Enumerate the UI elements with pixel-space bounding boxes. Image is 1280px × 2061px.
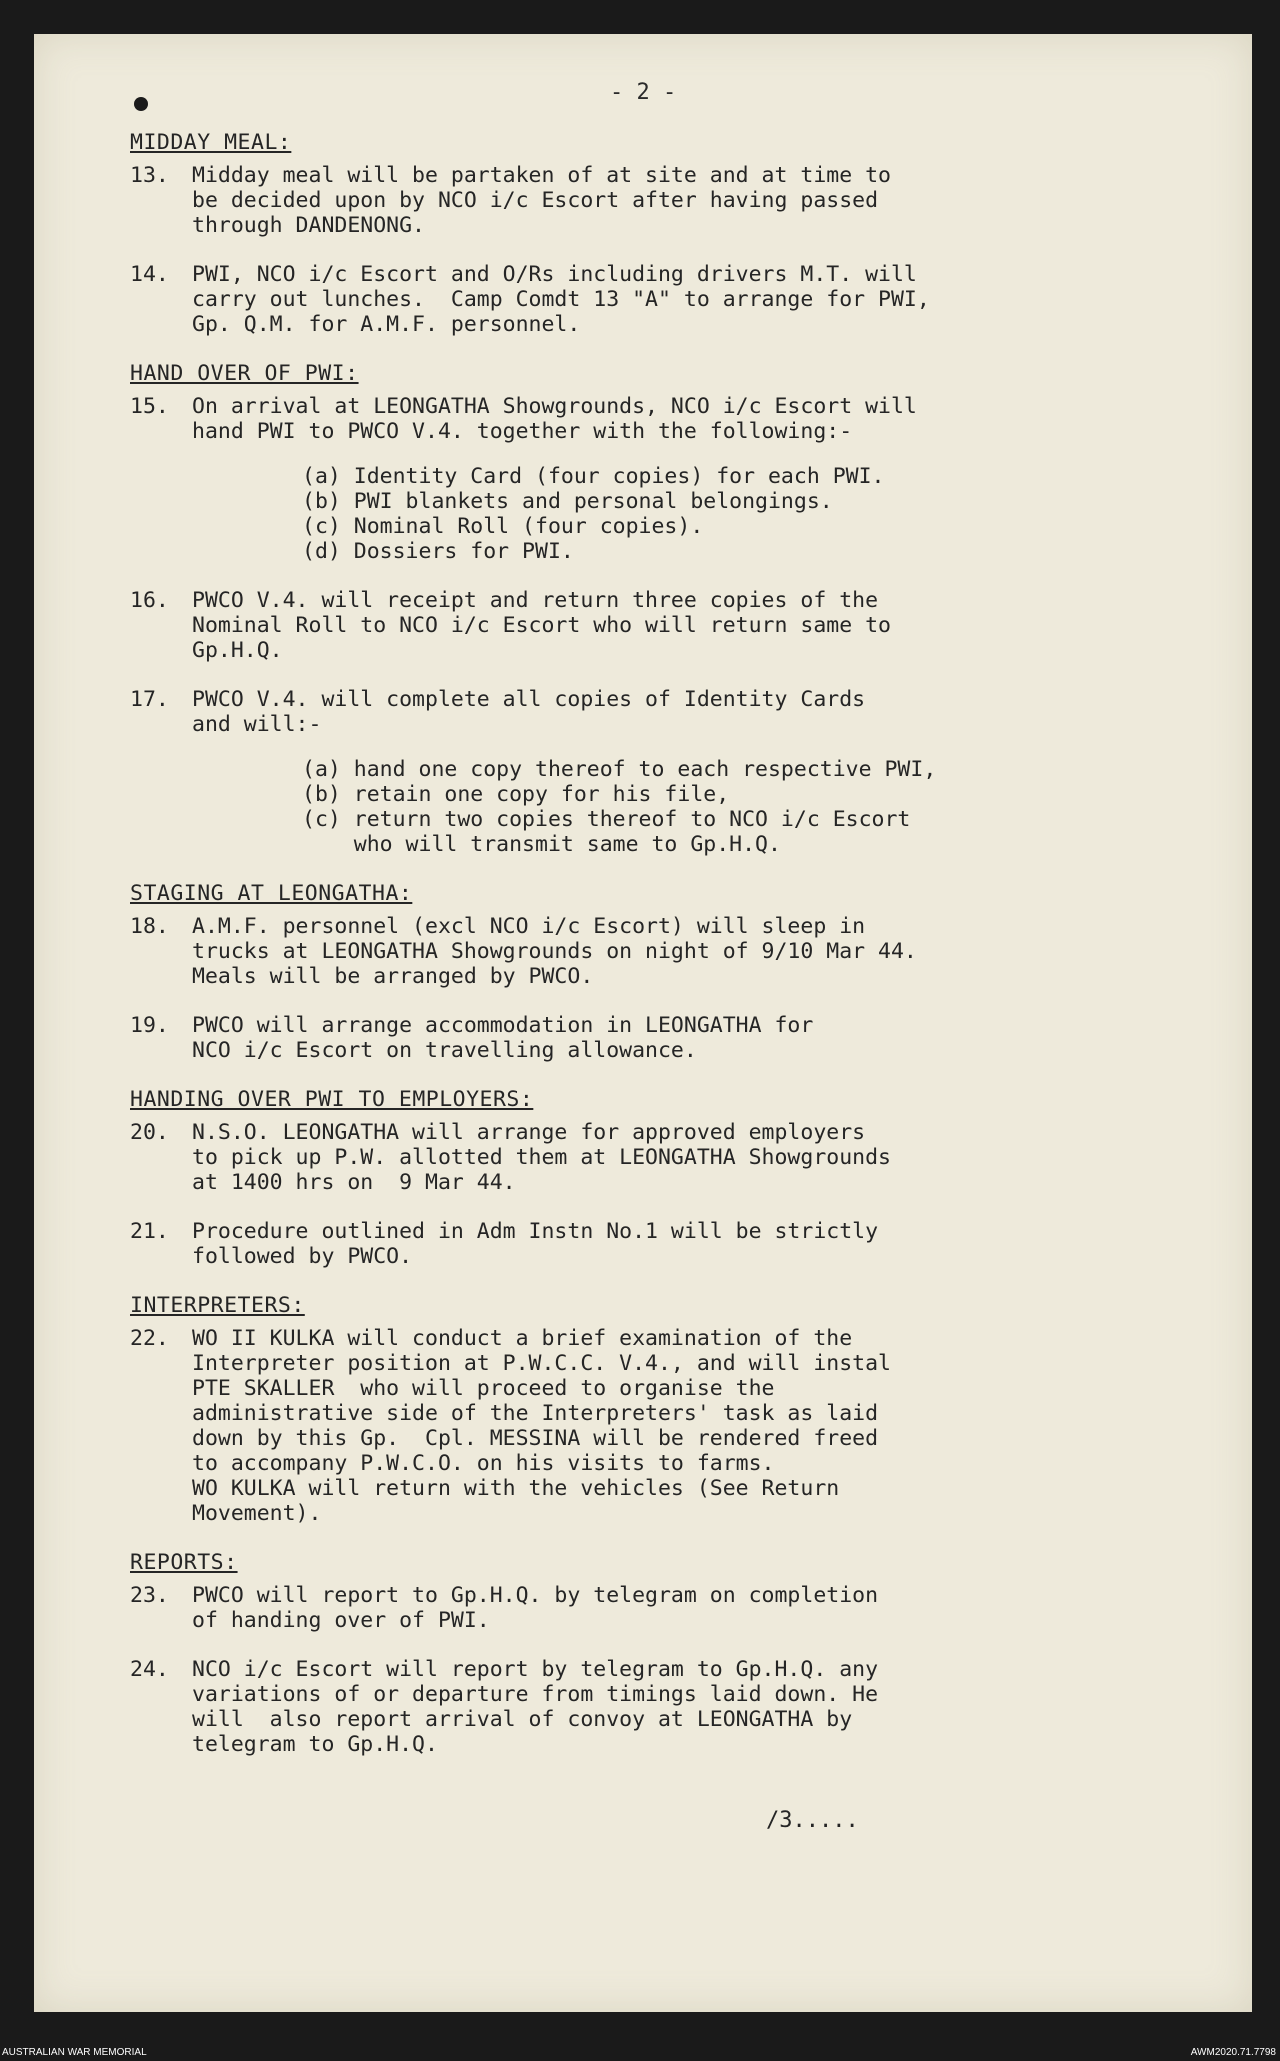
paragraph-line: Midday meal will be partaken of at site and at time to [192,163,891,188]
numbered-paragraph [130,1219,1130,1269]
paragraph-line: to pick up P.W. allotted them at LEONGATHA Showgrounds [192,1145,891,1170]
sub-list-item: (b) PWI blankets and personal belongings. [302,489,833,514]
numbered-paragraph [130,163,1130,238]
paragraph-line: variations of or departure from timings laid down. He [192,1682,879,1707]
paragraph-number: 19. [130,1013,169,1038]
paragraph-line: will also report arrival of convoy at LEONGATHA by [192,1707,853,1732]
numbered-paragraph [130,588,1130,663]
footer [0,2046,1280,2061]
paragraph-line: Movement). [192,1501,322,1526]
paragraph-number: 16. [130,588,169,613]
paragraph-number: 23. [130,1583,169,1608]
paragraph-line: PWCO will report to Gp.H.Q. by telegram on completion [192,1583,879,1608]
paragraph-number: 18. [130,914,169,939]
page-number: - 2 - [610,80,677,105]
paragraph-number: 21. [130,1219,169,1244]
sub-list-item: (b) retain one copy for his file, [302,782,730,807]
footer-accession-number: AWM2020.71.7798 [1190,2047,1276,2058]
paragraph-number: 24. [130,1657,169,1682]
numbered-paragraph [130,1120,1130,1195]
paragraph-line: through DANDENONG. [192,213,425,238]
numbered-paragraph [130,1583,1130,1633]
paragraph-line: hand PWI to PWCO V.4. together with the following:- [192,419,853,444]
paragraph-line: down by this Gp. Cpl. MESSINA will be rendered freed [192,1426,879,1451]
paragraph-line: at 1400 hrs on 9 Mar 44. [192,1170,516,1195]
paragraph-line: NCO i/c Escort will report by telegram to Gp.H.Q. any [192,1657,879,1682]
paragraph-line: Gp.H.Q. [192,638,283,663]
paragraph-line: followed by PWCO. [192,1244,413,1269]
paragraph-number: 13. [130,163,169,188]
paragraph-line: telegram to Gp.H.Q. [192,1732,438,1757]
paragraph-number: 20. [130,1120,169,1145]
paragraph-line: NCO i/c Escort on travelling allowance. [192,1038,697,1063]
paragraph-line: WO II KULKA will conduct a brief examination of the [192,1326,853,1351]
numbered-paragraph [130,914,1130,989]
document-body [130,130,1130,1781]
paragraph-line: trucks at LEONGATHA Showgrounds on night of 9/10 Mar 44. [192,939,917,964]
sub-list-item: (c) return two copies thereof to NCO i/c Escort [302,807,911,832]
numbered-paragraph [130,394,1130,564]
section-heading: HANDING OVER PWI TO EMPLOYERS: [130,1087,534,1112]
paragraph-number: 15. [130,394,169,419]
paragraph-line: A.M.F. personnel (excl NCO i/c Escort) will sleep in [192,914,866,939]
sub-list-item: (a) hand one copy thereof to each respective PWI, [302,757,937,782]
section-heading: STAGING AT LEONGATHA: [130,881,413,906]
paragraph-line: Nominal Roll to NCO i/c Escort who will return same to [192,613,891,638]
paragraph-line: WO KULKA will return with the vehicles (See Return [192,1476,840,1501]
sub-list-item: (d) Dossiers for PWI. [302,539,574,564]
paragraph-number: 22. [130,1326,169,1351]
sub-list [302,757,1130,857]
punch-hole [134,97,148,111]
paragraph-line: be decided upon by NCO i/c Escort after having passed [192,188,879,213]
section-heading: MIDDAY MEAL: [130,130,292,155]
paragraph-line: Meals will be arranged by PWCO. [192,964,594,989]
paragraph-line: Procedure outlined in Adm Instn No.1 will be strictly [192,1219,879,1244]
paragraph-line: PWCO V.4. will receipt and return three copies of the [192,588,879,613]
paragraph-number: 17. [130,687,169,712]
numbered-paragraph [130,262,1130,337]
paragraph-number: 14. [130,262,169,287]
paragraph-line: PTE SKALLER who will proceed to organise the [192,1376,775,1401]
sub-list [302,464,1130,564]
numbered-paragraph [130,1657,1130,1757]
paragraph-line: On arrival at LEONGATHA Showgrounds, NCO i/c Escort will [192,394,917,419]
continuation-marker: /3..... [766,1808,859,1833]
paragraph-line: carry out lunches. Camp Comdt 13 "A" to arrange for PWI, [192,287,930,312]
paragraph-line: Interpreter position at P.W.C.C. V.4., and will instal [192,1351,891,1376]
footer-institution: AUSTRALIAN WAR MEMORIAL [2,2047,147,2058]
paragraph-line: administrative side of the Interpreters' task as laid [192,1401,879,1426]
paragraph-line: PWI, NCO i/c Escort and O/Rs including drivers M.T. will [192,262,917,287]
paragraph-line: PWCO will arrange accommodation in LEONGATHA for [192,1013,814,1038]
sub-list-item: who will transmit same to Gp.H.Q. [302,832,781,857]
section-heading: INTERPRETERS: [130,1293,305,1318]
paragraph-line: to accompany P.W.C.O. on his visits to farms. [192,1451,775,1476]
paragraph-line: of handing over of PWI. [192,1608,490,1633]
section-heading: HAND OVER OF PWI: [130,361,359,386]
sub-list-item: (a) Identity Card (four copies) for each PWI. [302,464,885,489]
numbered-paragraph [130,1326,1130,1526]
paragraph-line: and will:- [192,712,322,737]
paragraph-line: Gp. Q.M. for A.M.F. personnel. [192,312,581,337]
paragraph-line: PWCO V.4. will complete all copies of Identity Cards [192,687,866,712]
paragraph-line: N.S.O. LEONGATHA will arrange for approved employers [192,1120,866,1145]
sub-list-item: (c) Nominal Roll (four copies). [302,514,704,539]
section-heading: REPORTS: [130,1550,238,1575]
numbered-paragraph [130,687,1130,857]
numbered-paragraph [130,1013,1130,1063]
